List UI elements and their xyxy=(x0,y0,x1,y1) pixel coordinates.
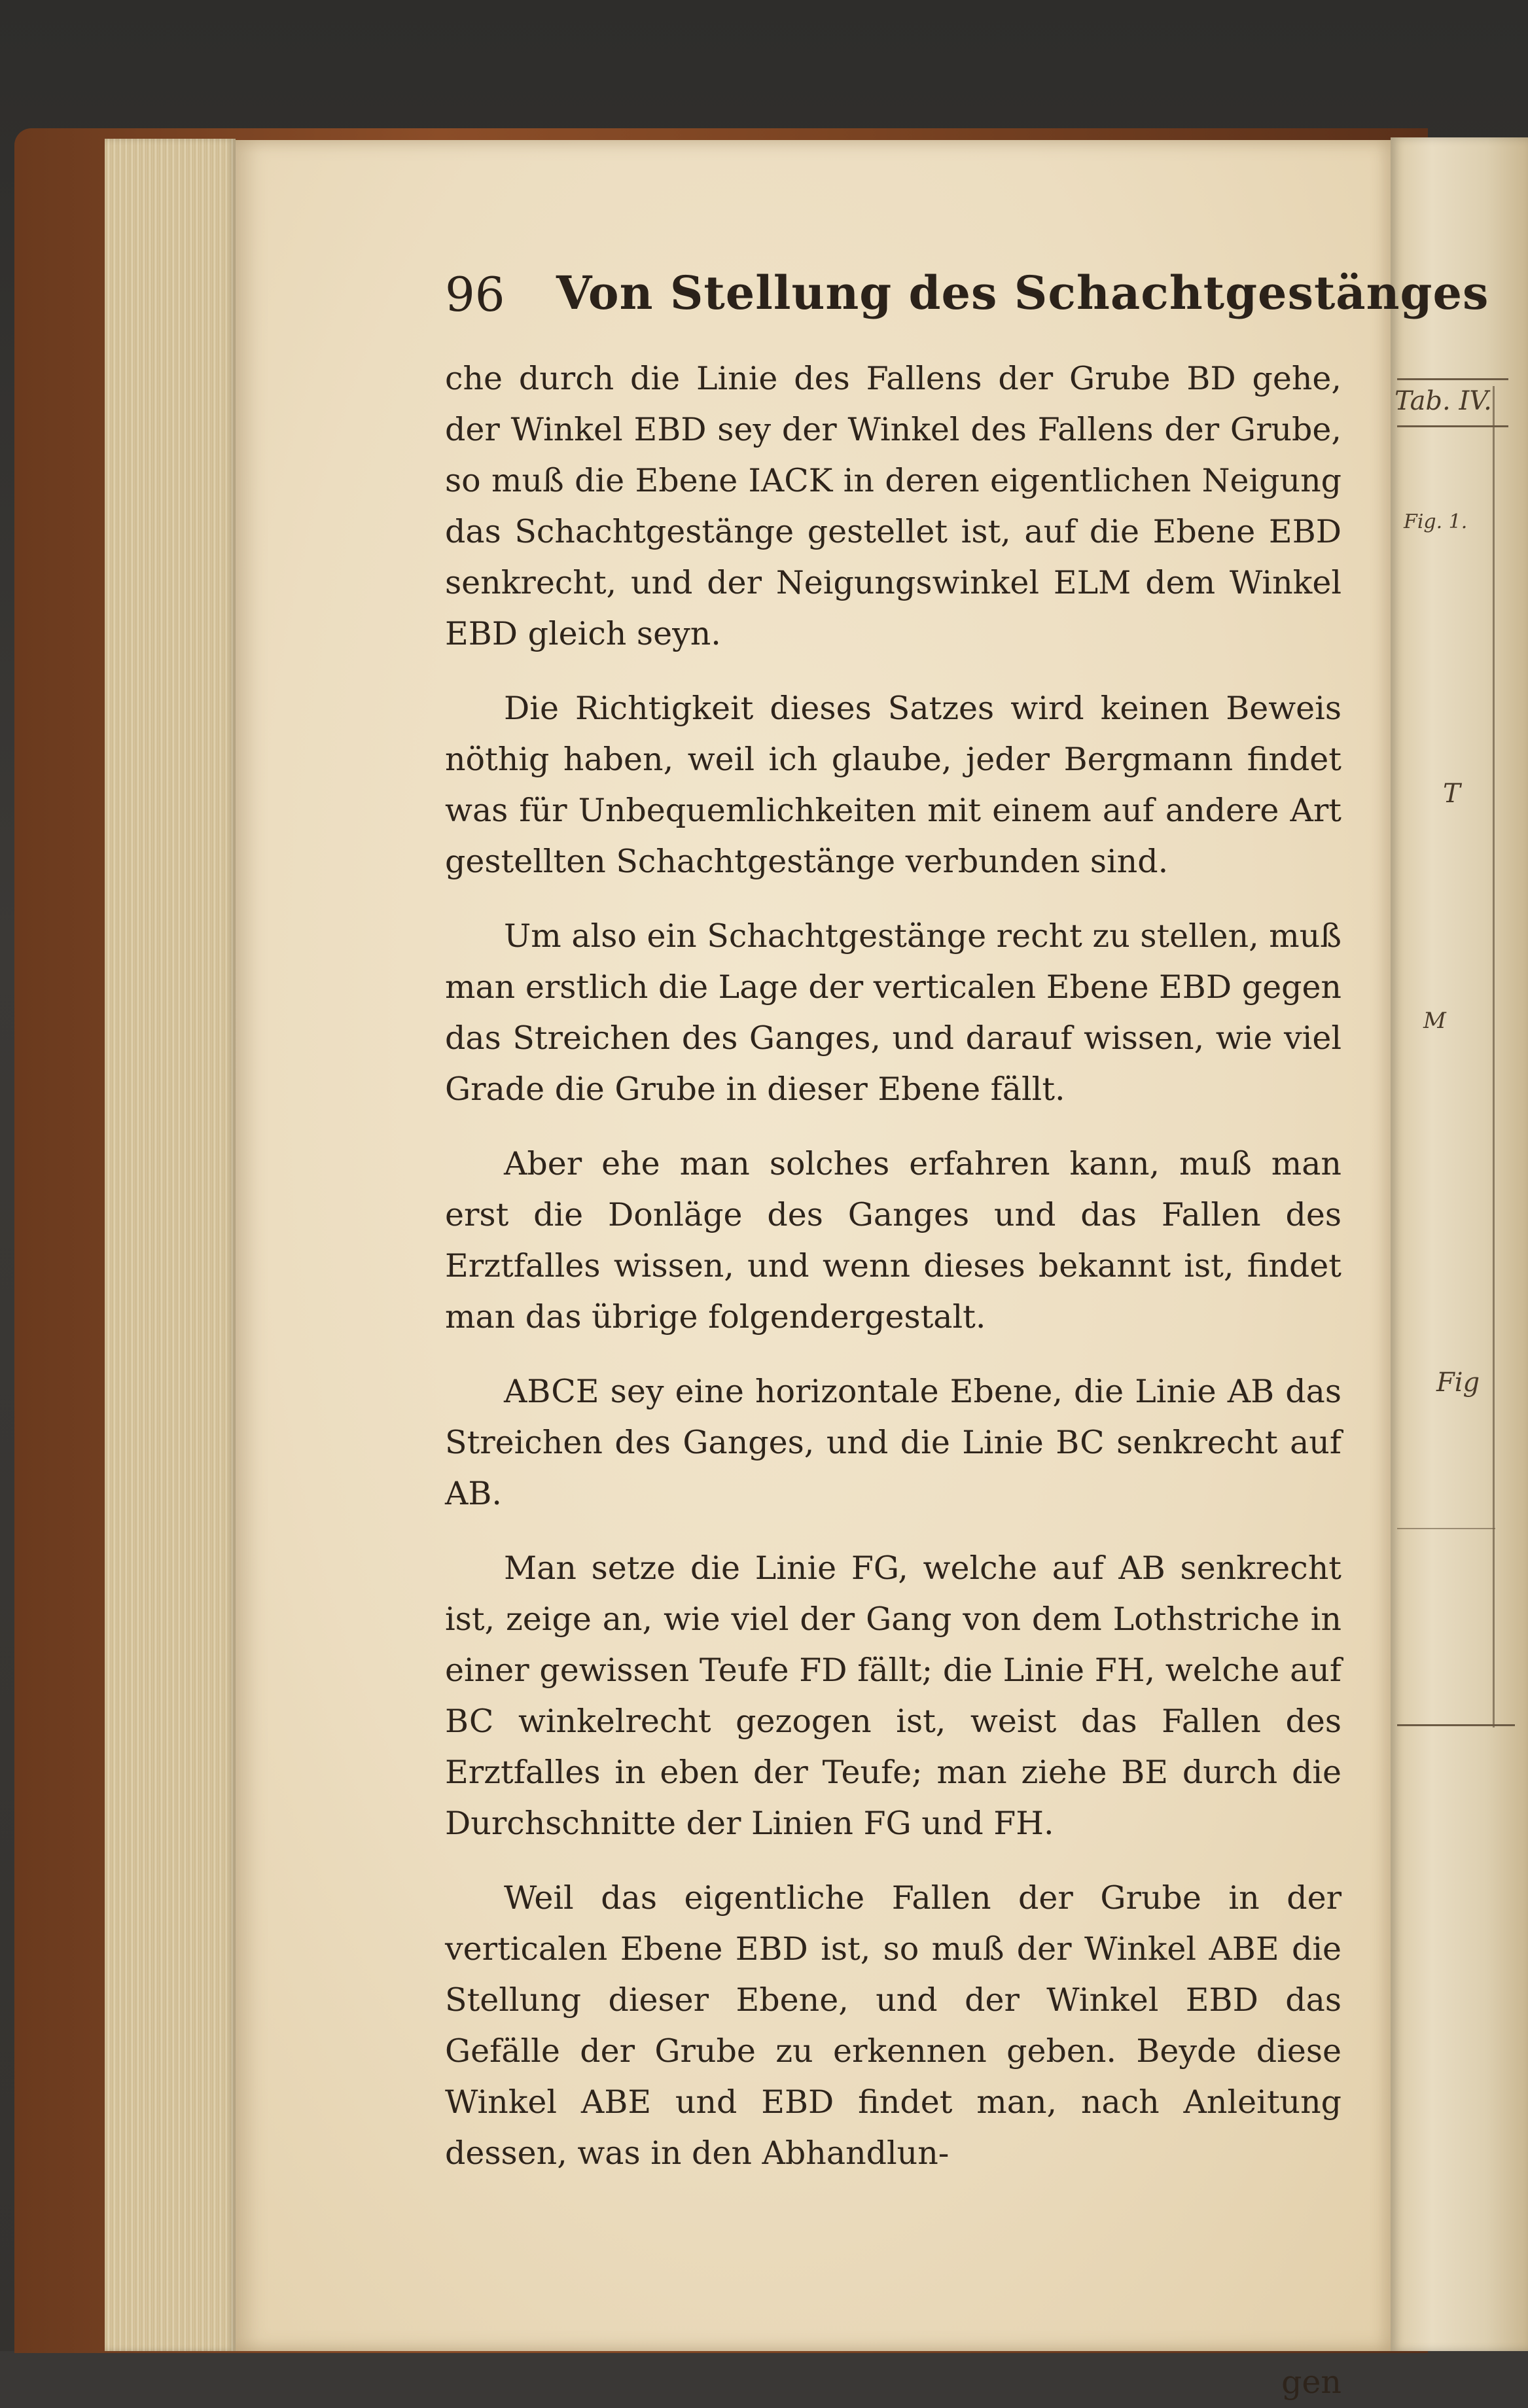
page-header xyxy=(445,266,1489,339)
plate-rule-top xyxy=(1397,378,1508,380)
plate-rule-second xyxy=(1397,425,1508,427)
plate-letter-t: T xyxy=(1443,779,1461,809)
plate-label: Tab. IV. xyxy=(1395,386,1492,416)
paragraph: Weil das eigentliche Fallen der Grube in der verticalen Ebene EBD ist, so muß der Winkel ABE die Stellung dieser Ebene, und der Winkel EBD das Gefälle der Grube zu erkennen geben. Beyde diese Winkel ABE und EBD findet man, nach Anleitung dessen, was in den Abhandlun- xyxy=(445,1879,1341,2172)
page-number: 96 xyxy=(445,267,505,322)
plate-letter-fig: Fig xyxy=(1436,1368,1480,1398)
paragraph: Man setze die Linie FG, welche auf AB senkrecht ist, zeige an, wie viel der Gang von dem Lothstriche in einer gewissen Teufe FD fällt; die Linie FH, welche auf BC winkelrecht gezogen ist, weist das Fallen des Erztfalles in eben der Teufe; man ziehe BE durch die Durchschnitte der Linien FG und FH. xyxy=(445,1549,1341,1842)
paragraph: Die Richtigkeit dieses Satzes wird keinen Beweis nöthig haben, weil ich glaube, jeder Bergmann findet was für Unbequemlichkeiten mit einem auf andere Art gestellten Schachtgestänge verbunden sind. xyxy=(445,690,1341,880)
paragraph: che durch die Linie des Fallens der Grube BD gehe, der Winkel EBD sey der Winkel des Fallens der Grube, so muß die Ebene IACK in deren eigentlichen Neigung das Schachtgestänge gestellet ist, auf die Ebene EBD senkrecht, und der Neigungswinkel ELM dem Winkel EBD gleich seyn. xyxy=(445,360,1341,652)
running-head: Von Stellung des Schachtgestänges xyxy=(556,266,1489,320)
plate-vertical-line xyxy=(1493,386,1495,1727)
plate-rule-bottom xyxy=(1397,1724,1515,1726)
plate-dashed-line xyxy=(1397,1528,1495,1529)
foldout-plate[interactable] xyxy=(1391,137,1528,2351)
fig-label: Fig. 1. xyxy=(1404,510,1468,533)
paragraph: Um also ein Schachtgestänge recht zu stellen, muß man erstlich die Lage der verticalen Ebene EBD gegen das Streichen des Ganges, und darauf wissen, wie viel Grade die Grube in dieser Ebene fällt. xyxy=(445,917,1341,1108)
catchword: gen xyxy=(1281,2364,1341,2401)
plate-letter-m: M xyxy=(1423,1008,1446,1034)
body-text xyxy=(445,353,1341,2401)
paragraph: ABCE sey eine horizontale Ebene, die Linie AB das Streichen des Ganges, und die Linie BC senkrecht auf AB. xyxy=(445,1373,1341,1512)
page-edges xyxy=(105,139,236,2351)
paragraph: Aber ehe man solches erfahren kann, muß man erst die Donläge des Ganges und das Fallen des Erztfalles wissen, und wenn dieses bekannt ist, findet man das übrige folgendergestalt. xyxy=(445,1145,1341,1336)
